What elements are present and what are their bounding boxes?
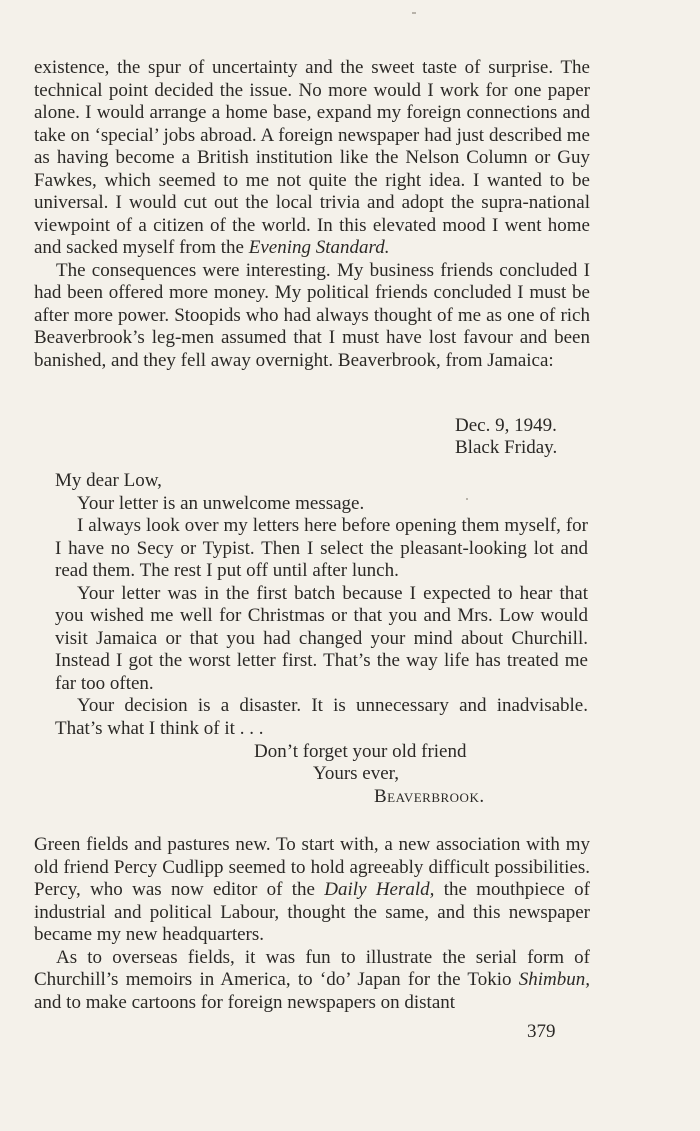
page-number: 379 bbox=[527, 1021, 556, 1042]
letter-paragraph: Your decision is a disaster. It is unnecessary and inadvisable. That’s what I think of it . . . bbox=[55, 695, 588, 739]
letter-paragraph: Your letter was in the first batch because I expected to hear that you wished me well for Christmas or that you and Mrs. Low would visit Jamaica or that you had changed your mind about Churchill. Instead I got the worst letter first. That’s the way life has treated me far too often. bbox=[55, 582, 588, 694]
newspaper-title: Evening Standard. bbox=[248, 237, 390, 258]
paragraph-consequences: The consequences were interesting. My business friends concluded I had been offered more money. My political friends concluded I must be after more power. Stoopids who had always thought of me as one of rich Beaverbrook’s leg-men assumed that I must have lost favour and been banished, and they fell away overnight. Beaverbrook, from Jamaica: bbox=[34, 259, 590, 371]
letter-paragraph: I always look over my letters here before opening them myself, for I have no Secy or Typist. Then I select the pleasant-looking lot and read them. The rest I put off until after lunch. bbox=[55, 515, 588, 581]
page-speck bbox=[412, 12, 416, 14]
letter-paragraph: Your letter is an unwelcome message. bbox=[77, 492, 365, 514]
letter-body bbox=[55, 470, 588, 740]
paragraph-overseas: As to overseas fields, it was fun to illustrate the serial form of Churchill’s memoirs in America, to ‘do’ Japan for the Tokio Shimbun, and to make cartoons for foreign newspapers on distant bbox=[34, 946, 590, 1013]
letter-date: Dec. 9, 1949. bbox=[455, 415, 557, 436]
closing-text bbox=[34, 834, 590, 1014]
letter-valediction: Yours ever, bbox=[313, 763, 399, 784]
letter-day: Black Friday. bbox=[455, 437, 558, 458]
newspaper-title: Daily Herald, bbox=[324, 879, 435, 900]
letter-closing: Don’t forget your old friend bbox=[254, 741, 467, 762]
paragraph-continuation: existence, the spur of uncertainty and the sweet taste of surprise. The technical point decided the issue. No more would I work for one paper alone. I would arrange a home base, expand my foreign connections and take on ‘special’ jobs abroad. A foreign newspaper had just described me as having become a British institution like the Nelson Column or Guy Fawkes, which seemed to me not quite the right idea. I wanted to be universal. I would cut out the local trivia and adopt the supra-national viewpoint of a citizen of the world. In this elevated mood I went home and sacked myself from the Evening Standard. bbox=[34, 57, 590, 258]
newspaper-title: Shimbun, bbox=[518, 969, 590, 990]
letter-salutation: My dear Low, bbox=[55, 470, 162, 491]
opening-text bbox=[34, 57, 590, 372]
letter-signature: Beaverbrook. bbox=[374, 786, 485, 807]
paragraph-green-fields: Green fields and pastures new. To start with, a new association with my old friend Percy Cudlipp seemed to hold agreeably difficult possibilities. Percy, who was now editor of the Daily Herald, the mouthpiece of industrial and political Labour, thought the same, and this newspaper became my new headquarters. bbox=[34, 834, 591, 945]
